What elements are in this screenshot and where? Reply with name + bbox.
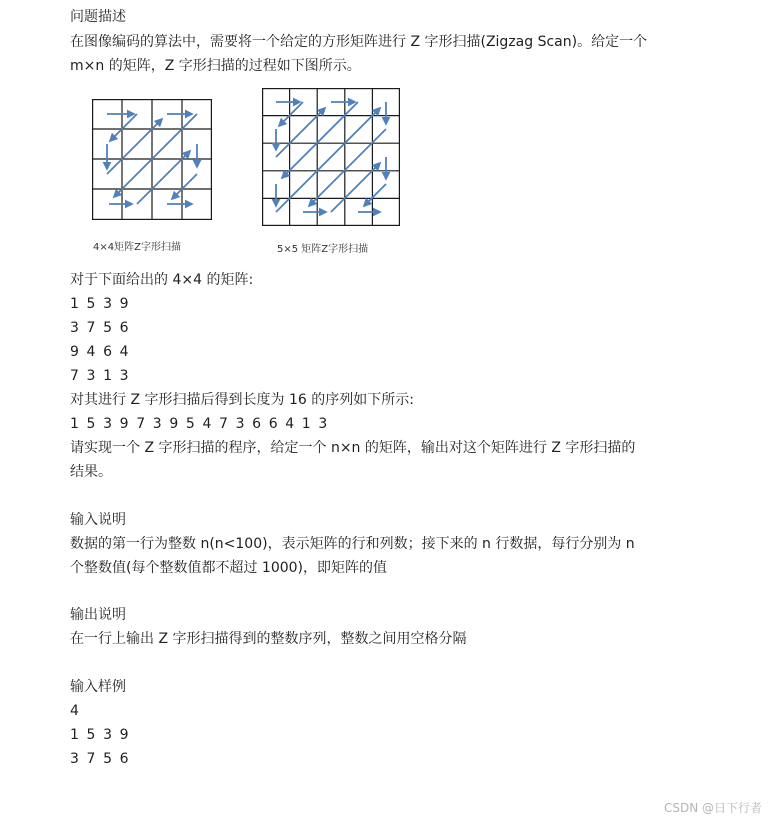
input-section-title: 输入说明 (70, 512, 126, 528)
sample-section-title: 输入样例 (70, 679, 126, 695)
intro-line-2: m×n 的矩阵，Z 字形扫描的过程如下图所示。 (70, 58, 361, 74)
sample-line: 1 5 3 9 (70, 727, 131, 743)
matrix-row: 1 5 3 9 (70, 296, 131, 312)
output-line-1: 在一行上输出 Z 字形扫描得到的整数序列，整数之间用空格分隔 (70, 631, 467, 647)
sample-line: 4 (70, 703, 81, 719)
task-line-2: 结果。 (70, 464, 112, 480)
example-intro: 对于下面给出的 4×4 的矩阵: (70, 272, 254, 288)
input-line-2: 个整数值(每个整数值都不超过 1000)，即矩阵的值 (70, 560, 388, 576)
result-sequence: 1 5 3 9 7 3 9 5 4 7 3 6 6 4 1 3 (70, 416, 329, 432)
figure-5x5-caption: 5×5 矩阵Z字形扫描 (277, 244, 369, 255)
figure-4x4-caption: 4×4矩阵Z字形扫描 (93, 242, 181, 253)
sample-line: 3 7 5 6 (70, 751, 131, 767)
matrix-row: 7 3 1 3 (70, 368, 131, 384)
zigzag-4x4-figure (92, 99, 212, 220)
matrix-row: 9 4 6 4 (70, 344, 131, 360)
intro-line-1: 在图像编码的算法中，需要将一个给定的方形矩阵进行 Z 字形扫描(Zigzag Scan)。给定一个 (70, 34, 648, 50)
task-line-1: 请实现一个 Z 字形扫描的程序，给定一个 n×n 的矩阵，输出对这个矩阵进行 Z 字形扫描的 (70, 440, 636, 456)
section-title-problem: 问题描述 (70, 9, 126, 25)
csdn-watermark: CSDN @日下行者 (663, 801, 762, 815)
zigzag-5x5-figure (262, 88, 400, 226)
matrix-row: 3 7 5 6 (70, 320, 131, 336)
output-section-title: 输出说明 (70, 607, 126, 623)
result-intro: 对其进行 Z 字形扫描后得到长度为 16 的序列如下所示: (70, 392, 414, 408)
input-line-1: 数据的第一行为整数 n(n<100)，表示矩阵的行和列数；接下来的 n 行数据，每行分别为 n (70, 536, 635, 552)
